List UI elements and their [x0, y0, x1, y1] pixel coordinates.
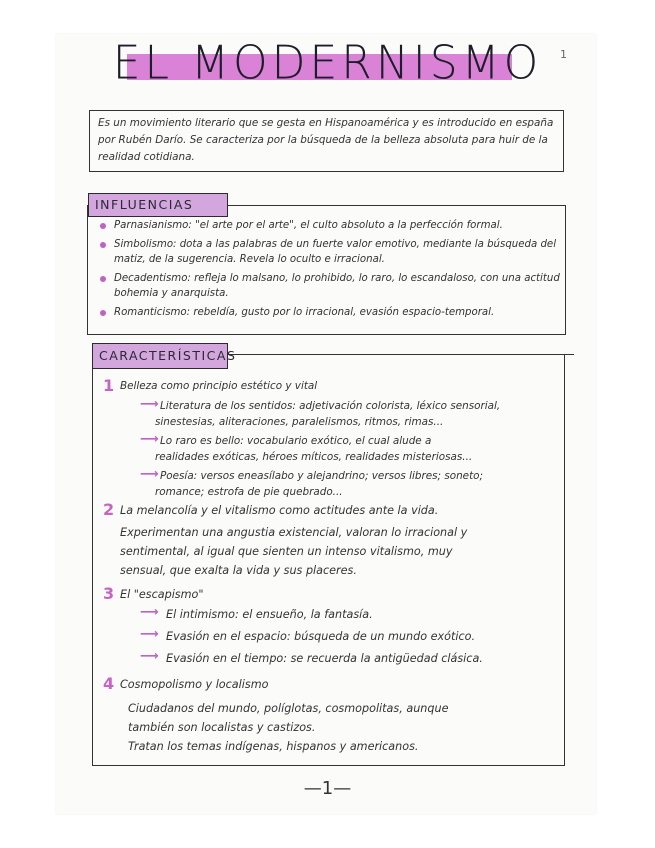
- influencias-heading: INFLUENCIAS: [88, 193, 228, 217]
- arrow-line: Poesía: versos eneasílabo y alejandrino; versos libres; soneto;: [160, 470, 484, 482]
- section-number: 2: [103, 500, 115, 519]
- list-item: Simbolismo: dota a las palabras de un fuerte valor emotivo, mediante la búsqueda del matiz, de la sugerencia. Revela lo oculto e irracional.: [100, 238, 560, 268]
- arrow-icon: ⟶: [140, 605, 159, 620]
- section-title: El "escapismo": [120, 588, 204, 601]
- body-line: también son localistas y castizos.: [128, 721, 316, 734]
- arrow-line: Literatura de los sentidos: adjetivación colorista, léxico sensorial,: [160, 400, 501, 412]
- arrow-line-cont: realidades exóticas, héroes míticos, realidades misteriosas...: [155, 451, 473, 463]
- page-title: EL MODERNISMO: [112, 36, 543, 91]
- page-number: —1—: [303, 778, 352, 799]
- body-line: Tratan los temas indígenas, hispanos y americanos.: [128, 740, 419, 753]
- arrow-icon: ⟶: [140, 467, 159, 482]
- arrow-icon: ⟶: [140, 649, 159, 664]
- body-line: sentimental, al igual que sienten un intenso vitalismo, muy: [120, 545, 453, 558]
- intro-box: Es un movimiento literario que se gesta en Hispanoamérica y es introducido en españa por Rubén Darío. Se caracteriza por la búsqueda de la belleza absoluta para huir de la realidad cotidiana.: [89, 110, 564, 172]
- arrow-icon: ⟶: [140, 432, 159, 447]
- influencias-list: [100, 219, 560, 326]
- section-title: Cosmopolismo y localismo: [120, 678, 269, 691]
- arrow-line-cont: sinestesias, aliteraciones, paralelismos, ritmos, rimas...: [155, 416, 444, 428]
- arrow-line-cont: romance; estrofa de pie quebrado...: [155, 486, 343, 498]
- section-rule: [214, 354, 574, 355]
- arrow-line: El intimismo: el ensueño, la fantasía.: [166, 608, 373, 621]
- arrow-line: Lo raro es bello: vocabulario exótico, el cual alude a: [160, 435, 432, 447]
- list-item: Parnasianismo: "el arte por el arte", el culto absoluto a la perfección formal.: [100, 219, 560, 234]
- corner-page-number: 1: [560, 48, 567, 61]
- caracteristicas-heading: CARACTERÍSTICAS: [92, 343, 228, 369]
- section-title: La melancolía y el vitalismo como actitudes ante la vida.: [120, 504, 439, 517]
- arrow-line: Evasión en el espacio: búsqueda de un mundo exótico.: [166, 630, 476, 643]
- arrow-icon: ⟶: [140, 627, 159, 642]
- section-number: 3: [103, 584, 115, 603]
- list-item: Decadentismo: refleja lo malsano, lo prohibido, lo raro, lo escandaloso, con una actitud bohemia y anarquista.: [100, 272, 560, 302]
- list-item: Romanticismo: rebeldía, gusto por lo irracional, evasión espacio-temporal.: [100, 306, 560, 321]
- body-line: Ciudadanos del mundo, políglotas, cosmopolitas, aunque: [128, 702, 449, 715]
- section-number: 4: [103, 674, 115, 693]
- section-title: Belleza como principio estético y vital: [120, 380, 318, 392]
- arrow-icon: ⟶: [140, 397, 159, 412]
- section-number: 1: [103, 376, 115, 395]
- body-line: sensual, que exalta la vida y sus placeres.: [120, 564, 357, 577]
- body-line: Experimentan una angustia existencial, valoran lo irracional y: [120, 526, 468, 539]
- arrow-line: Evasión en el tiempo: se recuerda la antigüedad clásica.: [166, 652, 483, 665]
